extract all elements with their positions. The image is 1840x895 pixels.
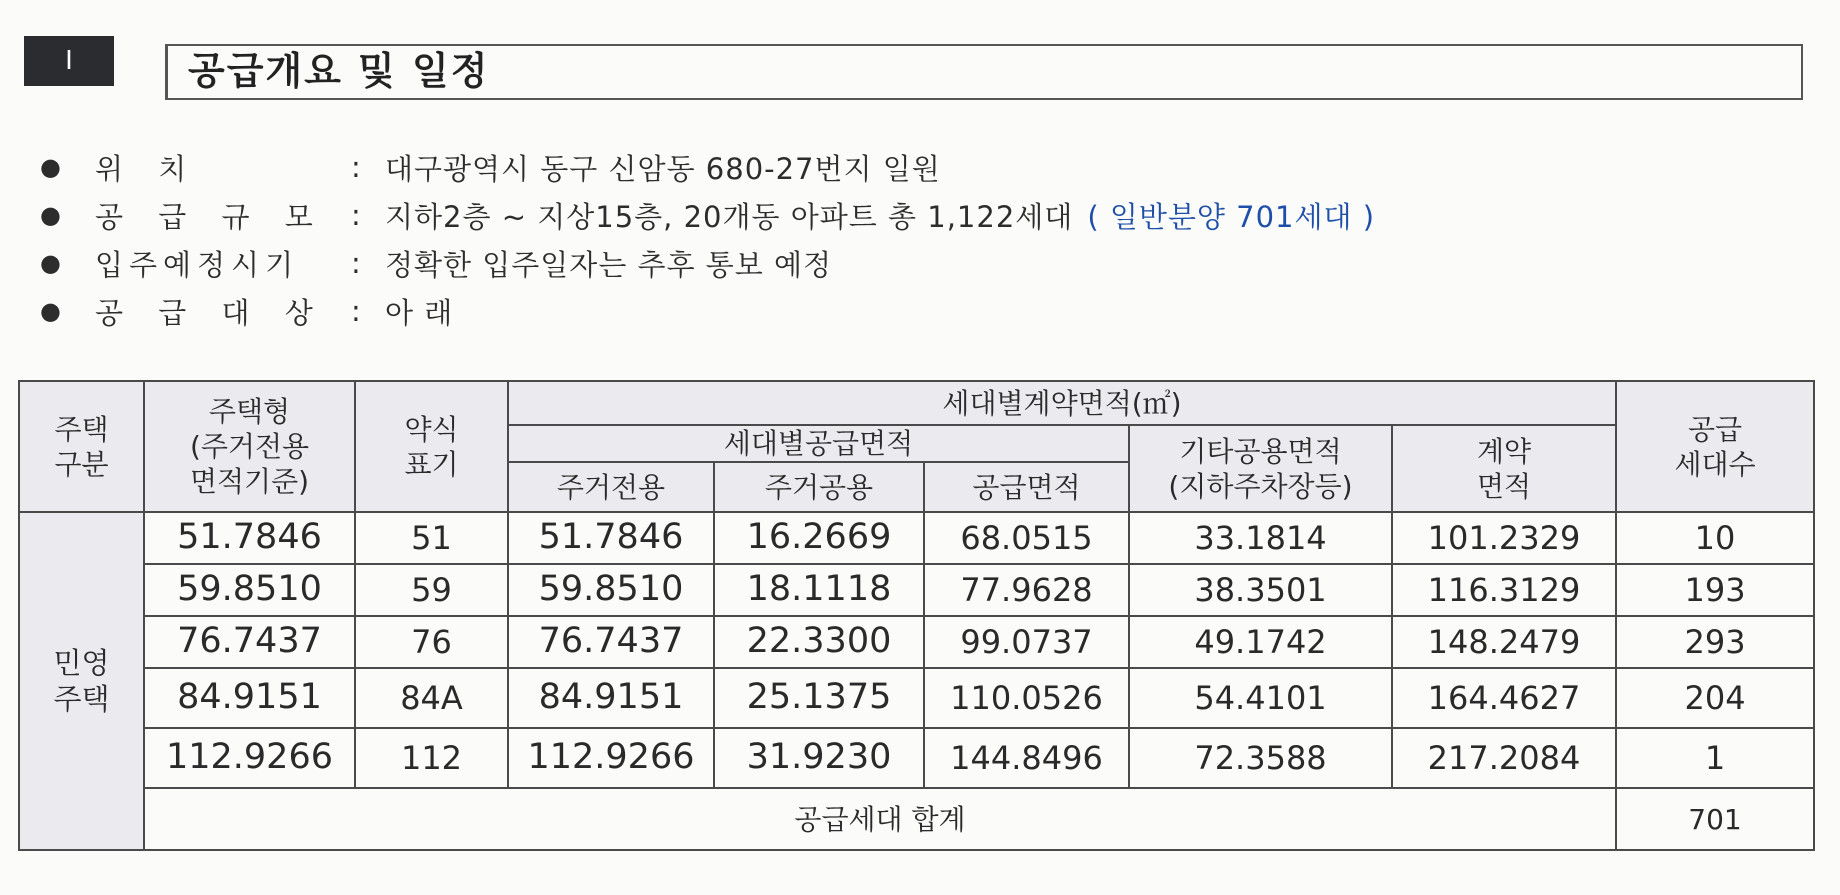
info-label: 입주예정시기 (95, 247, 300, 282)
cell-units: 193 (1616, 564, 1814, 616)
header-supply-area: 공급면적 (924, 462, 1129, 512)
header-housing-type: 주택형 (주거전용 면적기준) (144, 381, 355, 512)
total-label: 공급세대 합계 (144, 788, 1616, 850)
section-number: Ⅰ (65, 46, 73, 76)
table-row (19, 564, 1814, 616)
cell-abbr: 112 (355, 728, 508, 788)
cell-exclusive: 76.7437 (508, 616, 714, 668)
info-supply-scale (40, 191, 1375, 239)
info-value: 아 래 (385, 295, 454, 330)
info-label: 위 치 (95, 151, 200, 186)
info-value: 지하2층 ~ 지상15층, 20개동 아파트 총 1,122세대 (385, 199, 1074, 234)
cell-type: 51.7846 (144, 512, 355, 564)
cell-abbr: 59 (355, 564, 508, 616)
header-housing-category: 주택 구분 (19, 381, 144, 512)
cell-abbr: 51 (355, 512, 508, 564)
table-row (19, 728, 1814, 788)
info-location (40, 143, 1375, 191)
header-units: 공급 세대수 (1616, 381, 1814, 512)
cell-units: 293 (1616, 616, 1814, 668)
cell-other: 54.4101 (1129, 668, 1392, 728)
header-supply-area-group: 세대별공급면적 (508, 425, 1129, 462)
header-contract: 계약 면적 (1392, 425, 1616, 512)
cell-common: 18.1118 (714, 564, 924, 616)
table-row (19, 512, 1814, 564)
cell-units: 1 (1616, 728, 1814, 788)
section-number-badge (24, 36, 114, 86)
overview-list (40, 143, 1375, 335)
cell-other: 38.3501 (1129, 564, 1392, 616)
cell-exclusive: 59.8510 (508, 564, 714, 616)
cell-abbr: 76 (355, 616, 508, 668)
cell-common: 22.3300 (714, 616, 924, 668)
colon: : (351, 150, 361, 184)
cell-type: 59.8510 (144, 564, 355, 616)
colon: : (351, 246, 361, 280)
bullet-icon: ● (40, 297, 61, 325)
cell-common: 16.2669 (714, 512, 924, 564)
cell-supply: 68.0515 (924, 512, 1129, 564)
cell-other: 33.1814 (1129, 512, 1392, 564)
info-value: 정확한 입주일자는 추후 통보 예정 (385, 247, 833, 282)
category-cell: 민영 주택 (19, 512, 144, 850)
cell-supply: 99.0737 (924, 616, 1129, 668)
cell-type: 76.7437 (144, 616, 355, 668)
section-title: 공급개요 및 일정 (165, 44, 1803, 100)
cell-units: 10 (1616, 512, 1814, 564)
header-exclusive: 주거전용 (508, 462, 714, 512)
cell-units: 204 (1616, 668, 1814, 728)
bullet-icon: ● (40, 153, 61, 181)
cell-common: 31.9230 (714, 728, 924, 788)
cell-supply: 77.9628 (924, 564, 1129, 616)
bullet-icon: ● (40, 249, 61, 277)
info-value: 대구광역시 동구 신암동 680-27번지 일원 (385, 151, 941, 186)
info-move-in (40, 239, 1375, 287)
header-other-common: 기타공용면적 (지하주차장등) (1129, 425, 1392, 512)
total-units: 701 (1616, 788, 1814, 850)
cell-contract: 164.4627 (1392, 668, 1616, 728)
cell-contract: 101.2329 (1392, 512, 1616, 564)
cell-contract: 148.2479 (1392, 616, 1616, 668)
cell-supply: 144.8496 (924, 728, 1129, 788)
header-contract-area: 세대별계약면적(㎡) (508, 381, 1616, 425)
cell-contract: 217.2084 (1392, 728, 1616, 788)
cell-type: 112.9266 (144, 728, 355, 788)
cell-other: 49.1742 (1129, 616, 1392, 668)
cell-supply: 110.0526 (924, 668, 1129, 728)
cell-other: 72.3588 (1129, 728, 1392, 788)
table-row (19, 616, 1814, 668)
colon: : (351, 198, 361, 232)
cell-exclusive: 51.7846 (508, 512, 714, 564)
info-note: ( 일반분양 701세대 ) (1087, 199, 1376, 234)
cell-abbr: 84A (355, 668, 508, 728)
header-abbreviation: 약식 표기 (355, 381, 508, 512)
cell-common: 25.1375 (714, 668, 924, 728)
supply-table (18, 380, 1815, 851)
cell-contract: 116.3129 (1392, 564, 1616, 616)
colon: : (351, 294, 361, 328)
table-total-row (19, 788, 1814, 850)
info-supply-target (40, 287, 1375, 335)
info-label: 공 급 규 모 (95, 199, 326, 234)
cell-exclusive: 112.9266 (508, 728, 714, 788)
bullet-icon: ● (40, 201, 61, 229)
info-label: 공 급 대 상 (95, 295, 326, 330)
header-common: 주거공용 (714, 462, 924, 512)
cell-exclusive: 84.9151 (508, 668, 714, 728)
cell-type: 84.9151 (144, 668, 355, 728)
table-row (19, 668, 1814, 728)
